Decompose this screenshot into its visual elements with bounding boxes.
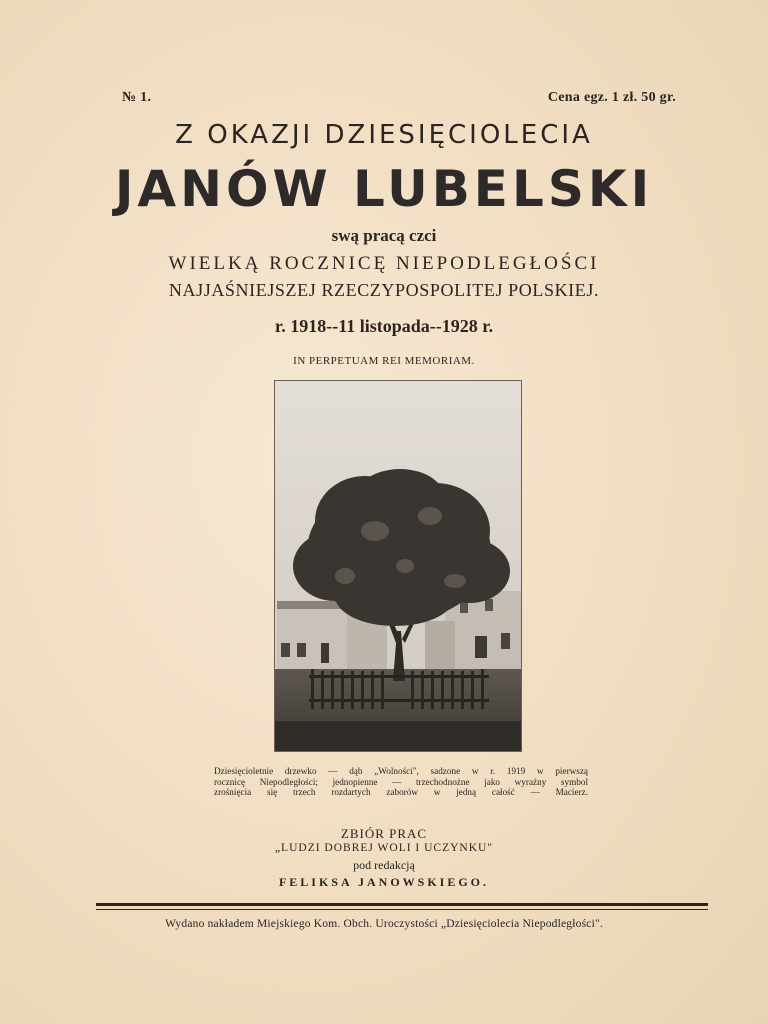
motto-line: IN PERPETUAM REI MEMORIAM. xyxy=(293,355,475,367)
republic-line: NAJJAŚNIEJSZEJ RZECZYPOSPOLITEJ POLSKIEJ. xyxy=(168,280,600,300)
caption-line: Dziesięcioletnie drzewko — dąb „Wolności", sadzone w r. 1919 w pierwszą xyxy=(214,766,588,776)
honors-line: swą pracą czci xyxy=(331,226,437,245)
divider-thin xyxy=(96,909,708,910)
editor-prefix: pod redakcją xyxy=(353,858,415,872)
editor-name: FELIKSA JANOWSKIEGO. xyxy=(278,875,490,889)
photo-caption xyxy=(214,766,588,798)
caption-line: rocznicę Niepodległości; jednopienne — trzechodnożne jako wyraźny symbol xyxy=(214,776,588,787)
photo-illustration xyxy=(275,381,522,752)
anniversary-line: WIELKĄ ROCZNICĘ NIEPODLEGŁOŚCI xyxy=(168,253,600,274)
issue-number: № 1. xyxy=(122,90,152,105)
divider-thick xyxy=(96,903,708,906)
price-label: Cena egz. 1 zł. 50 gr. xyxy=(547,90,676,105)
publisher-note: Wydano nakładem Miejskiego Kom. Obch. Uroczystości „Dziesięciolecia Niepodległości". xyxy=(165,918,603,930)
town-title: JANÓW LUBELSKI xyxy=(114,160,654,218)
occasion-heading: Z OKAZJI DZIESIĘCIOLECIA xyxy=(175,120,593,150)
collection-label: ZBIÓR PRAC xyxy=(340,826,428,841)
collection-title: „LUDZI DOBREJ WOLI I UCZYNKU" xyxy=(274,842,494,854)
caption-line: zrośnięcia się trzech rozdartych zaborów w jedną całość — Macierz. xyxy=(214,787,588,797)
dates-line: r. 1918--11 listopada--1928 r. xyxy=(274,316,494,336)
oak-tree-photograph xyxy=(274,380,522,752)
